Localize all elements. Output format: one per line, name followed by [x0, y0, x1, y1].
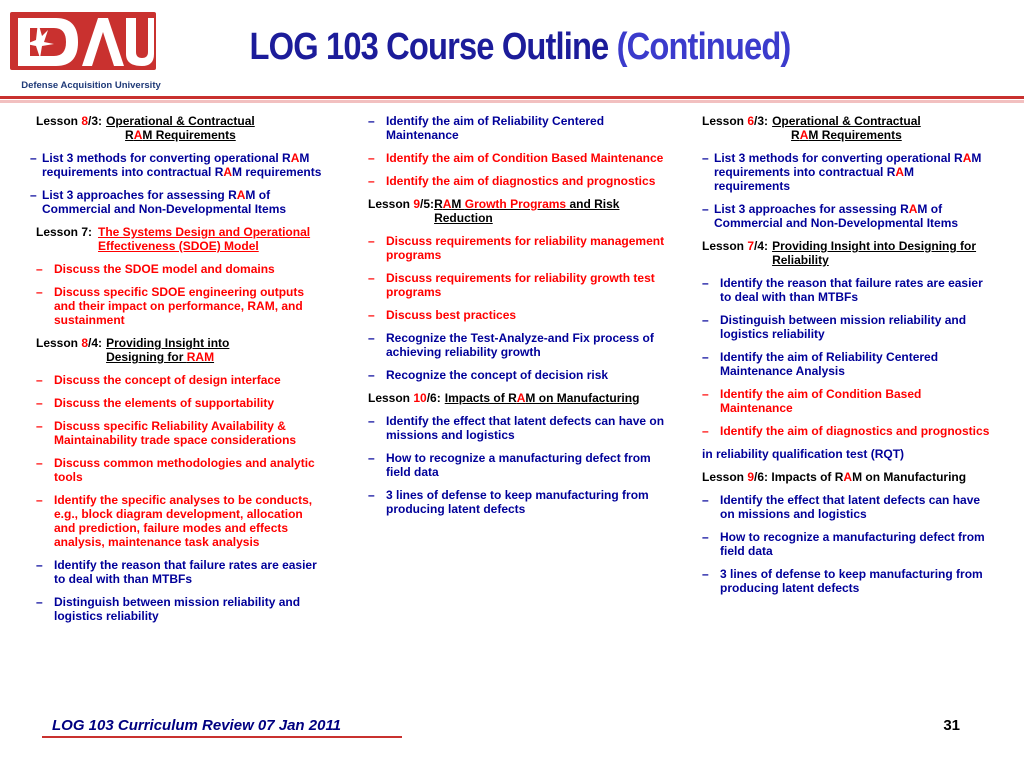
list-item: – Discuss specific Reliability Availability & Maintainability trade space considerations — [36, 419, 297, 447]
lesson-7-4-heading: Lesson 7/4: Providing Insight into Designing for Reliability — [702, 239, 977, 267]
footer-text: LOG 103 Curriculum Review 07 Jan 2011 — [52, 717, 342, 734]
list-item: – Identify the aim of Condition Based Maintenance — [368, 151, 664, 165]
dau-logo-mark — [8, 8, 158, 74]
lesson-6-3-heading: Lesson 6/3: Operational & Contractual RAM Requirements — [702, 114, 921, 142]
plain-text: in reliability qualification test (RQT) — [702, 447, 905, 461]
list-item: – Discuss best practices — [368, 308, 517, 322]
list-item: – List 3 methods for converting operational RAM requirements into contractual RAM requirements — [702, 151, 982, 193]
lesson-9-5-heading: Lesson 9/5: RAM Growth Programs and Risk Reduction — [368, 197, 620, 225]
header-rule-shadow — [0, 100, 1024, 103]
list-item: – How to recognize a manufacturing defect from field data — [702, 530, 985, 558]
list-item: – Discuss requirements for reliability growth test programs — [368, 271, 655, 299]
lesson-9-6-heading: Lesson 9 /6: Impacts of RAM on Manufacturing — [702, 470, 967, 484]
column-3 — [702, 114, 992, 604]
list-item: – List 3 methods for converting operational RAM requirements into contractual RAM requirements — [30, 151, 322, 179]
list-item: – Identify the aim of diagnostics and prognostics — [702, 424, 990, 438]
list-item: – Identify the aim of Reliability Centered Maintenance Analysis — [702, 350, 939, 378]
list-item: – 3 lines of defense to keep manufacturing from producing latent defects — [702, 567, 983, 595]
list-item: – Identify the effect that latent defects can have on missions and logistics — [368, 414, 665, 442]
footer-rule — [42, 736, 402, 738]
list-item: – Recognize the concept of decision risk — [368, 368, 609, 382]
list-item: – Identify the reason that failure rates are easier to deal with than MTBFs — [36, 558, 317, 586]
list-item: – 3 lines of defense to keep manufacturing from producing latent defects — [368, 488, 649, 516]
list-item: – Discuss the SDOE model and domains — [36, 262, 275, 276]
list-item: – List 3 approaches for assessing RAM of Commercial and Non-Developmental Items — [702, 202, 959, 230]
list-item: – Identify the aim of Reliability Centered Maintenance — [368, 114, 605, 142]
dau-logo — [8, 8, 161, 91]
lesson-10-6-heading: Lesson 10/6: Impacts of RAM on Manufacturing — [368, 391, 640, 405]
list-item: – Discuss the elements of supportability — [36, 396, 275, 410]
lesson-7-heading: Lesson 7: The Systems Design and Operational Effectiveness (SDOE) Model — [36, 225, 311, 253]
list-item: – List 3 approaches for assessing RAM of Commercial and Non-Developmental Items — [30, 188, 287, 216]
list-item: – Identify the aim of Condition Based Maintenance — [702, 387, 922, 415]
list-item: – Distinguish between mission reliability and logistics reliability — [36, 595, 301, 623]
column-1 — [30, 114, 326, 632]
lesson-8-4-heading: Lesson 8/4: Providing Insight into Designing for RAM — [36, 336, 230, 364]
list-item: – Discuss common methodologies and analytic tools — [36, 456, 315, 484]
title-main: LOG 103 Course Outline — [249, 26, 609, 68]
column-2 — [368, 114, 668, 525]
list-item: – Identify the reason that failure rates are easier to deal with than MTBFs — [702, 276, 983, 304]
list-item: – Identify the effect that latent defects can have on missions and logistics — [702, 493, 981, 521]
list-item: – Identify the specific analyses to be conducts, e.g., block diagram development, allocation and prediction, failure modes and effects analysis, maintenance task analysis — [36, 493, 313, 549]
list-item: – Distinguish between mission reliability and logistics reliability — [702, 313, 967, 341]
page-number: 31 — [943, 717, 960, 734]
list-item: – Recognize the Test-Analyze-and Fix process of achieving reliability growth — [368, 331, 654, 359]
header-rule — [0, 96, 1024, 99]
list-item: – Identify the aim of diagnostics and prognostics — [368, 174, 656, 188]
list-item: – Discuss the concept of design interface — [36, 373, 281, 387]
page-title — [219, 26, 821, 69]
title-continued: (Continued) — [616, 26, 791, 68]
list-item: – Discuss requirements for reliability management programs — [368, 234, 665, 262]
list-item: – Discuss specific SDOE engineering outputs and their impact on performance, RAM, and sustainment — [36, 285, 305, 327]
list-item: – How to recognize a manufacturing defect from field data — [368, 451, 651, 479]
logo-subtitle: Defense Acquisition University — [21, 80, 161, 91]
lesson-8-3-heading: Lesson 8/3: Operational & Contractual RAM Requirements — [36, 114, 255, 142]
